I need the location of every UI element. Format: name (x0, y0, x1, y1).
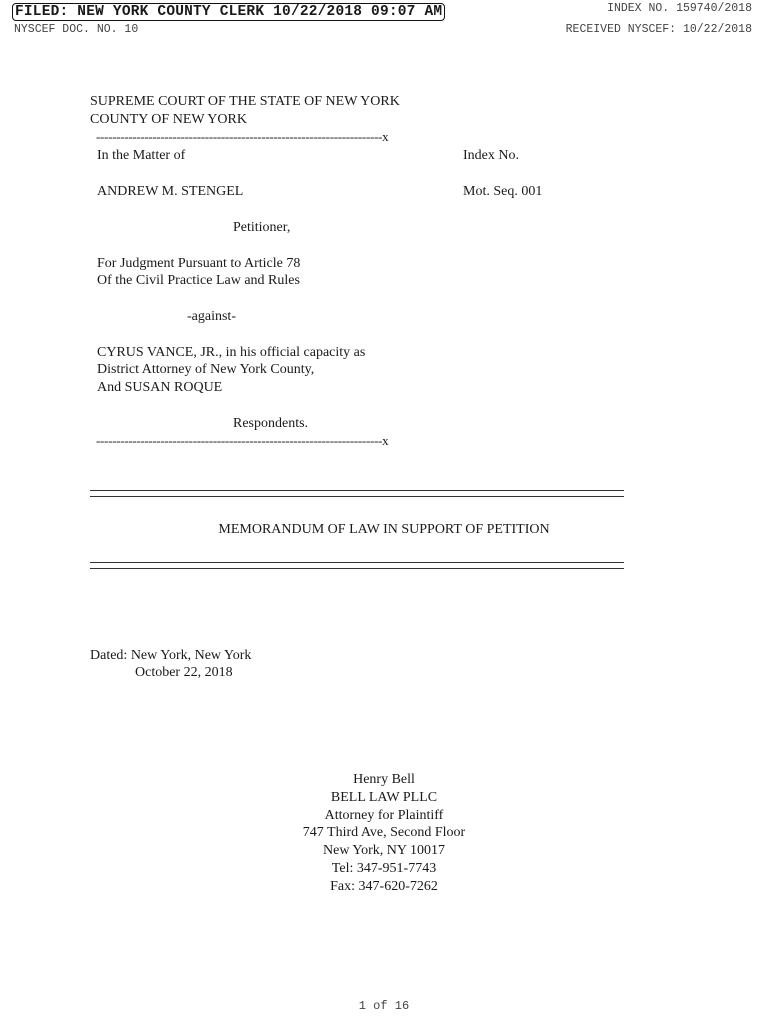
page-number: 1 of 16 (358, 999, 410, 1013)
received-stamp: RECEIVED NYSCEF: 10/22/2018 (565, 23, 752, 36)
index-label: Index No. (463, 148, 519, 163)
nyscef-doc-number: NYSCEF DOC. NO. 10 (14, 23, 139, 36)
caption-divider-bottom: -----------------------------------------------------------------------x (96, 433, 389, 448)
document-title (0, 521, 768, 539)
judgment-basis-line1: For Judgment Pursuant to Article 78 (97, 256, 301, 271)
motion-sequence: Mot. Seq. 001 (463, 184, 543, 199)
respondents-role: Respondents. (233, 416, 309, 431)
document-title-text: MEMORANDUM OF LAW IN SUPPORT OF PETITION (218, 522, 550, 537)
law-firm-name: BELL LAW PLLC (330, 789, 438, 805)
caption-divider-top: -----------------------------------------------------------------------x (96, 129, 389, 144)
against-label: -against- (187, 309, 236, 324)
judgment-basis-line2: Of the Civil Practice Law and Rules (97, 273, 300, 288)
in-the-matter-of: In the Matter of (97, 148, 186, 163)
attorney-role: Attorney for Plaintiff (324, 807, 444, 823)
respondent-line2: District Attorney of New York County, (97, 362, 315, 377)
title-rule-top (90, 490, 624, 497)
petitioner-name: ANDREW M. STENGEL (97, 184, 244, 199)
address-line1: 747 Third Ave, Second Floor (302, 825, 466, 841)
index-number: INDEX NO. 159740/2018 (607, 2, 752, 15)
court-name: SUPREME COURT OF THE STATE OF NEW YORK (90, 94, 400, 109)
fax: Fax: 347-620-7262 (330, 878, 438, 894)
dated-date: October 22, 2018 (135, 665, 233, 680)
attorney-name: Henry Bell (353, 772, 415, 787)
petitioner-role: Petitioner, (233, 220, 291, 235)
respondent-line1: CYRUS VANCE, JR., in his official capacity as (97, 345, 366, 360)
telephone: Tel: 347-951-7743 (331, 860, 437, 876)
dated-location: Dated: New York, New York (90, 648, 252, 663)
address-line2: New York, NY 10017 (323, 843, 445, 859)
respondent-line3: And SUSAN ROQUE (97, 380, 223, 395)
signature-block (234, 771, 534, 896)
title-rule-bottom (90, 562, 624, 569)
filed-stamp: FILED: NEW YORK COUNTY CLERK 10/22/2018 09:07 AM (12, 3, 445, 21)
county-name: COUNTY OF NEW YORK (90, 112, 247, 127)
